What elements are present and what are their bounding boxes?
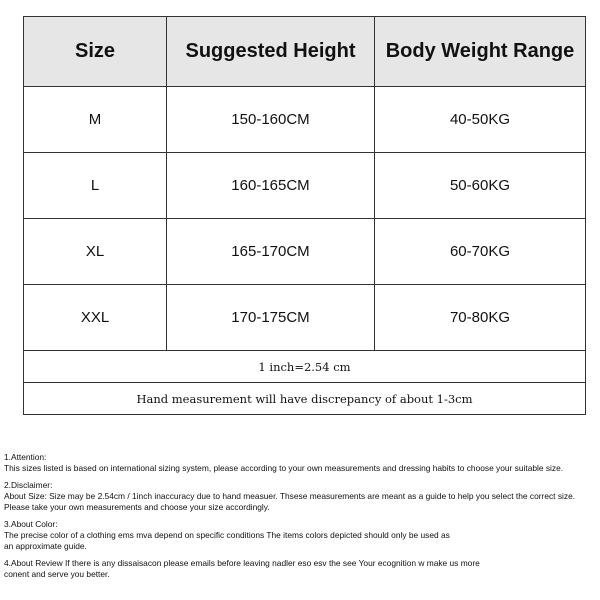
size-cell: XXL: [24, 285, 167, 351]
discrepancy-note-row: [24, 383, 586, 415]
note-line: This sizes listed is based on international sizing system, please according to your own measurements and dressing habits to choose your suitable size.: [4, 463, 564, 473]
table-row: [24, 219, 586, 285]
header-size: Size: [24, 17, 167, 87]
table-row: [24, 285, 586, 351]
notes-section: [4, 452, 598, 586]
note-line: About Size: Size may be 2.54cm / 1inch inaccuracy due to hand measuer. Thsese measurements are meant as a guide to help you select the correct size.: [4, 491, 576, 501]
weight-cell: 50-60KG: [375, 153, 586, 219]
note-about-color: [4, 519, 598, 552]
note-line: Please take your own measurements and choose your size accordingly.: [4, 502, 270, 512]
note-disclaimer: [4, 480, 598, 513]
header-body-weight-range: Body Weight Range: [375, 17, 586, 87]
header-suggested-height: Suggested Height: [167, 17, 375, 87]
discrepancy-note: Hand measurement will have discrepancy of about 1-3cm: [24, 383, 586, 415]
table-row: [24, 87, 586, 153]
table-row: [24, 153, 586, 219]
note-line: The precise color of a clothing ems mva depend on specific conditions The items colors depicted should only be used as: [4, 530, 450, 540]
note-heading: 1.Attention:: [4, 452, 47, 462]
size-cell: M: [24, 87, 167, 153]
size-chart-table: [23, 16, 586, 415]
weight-cell: 70-80KG: [375, 285, 586, 351]
note-heading: 3.About Color:: [4, 519, 58, 529]
conversion-note: 1 inch=2.54 cm: [24, 351, 586, 383]
size-cell: XL: [24, 219, 167, 285]
height-cell: 160-165CM: [167, 153, 375, 219]
conversion-note-row: [24, 351, 586, 383]
note-heading: 2.Disclaimer:: [4, 480, 53, 490]
note-line: an approximate guide.: [4, 541, 87, 551]
note-attention: [4, 452, 598, 474]
note-line: conent and serve you better.: [4, 569, 110, 579]
size-cell: L: [24, 153, 167, 219]
weight-cell: 40-50KG: [375, 87, 586, 153]
weight-cell: 60-70KG: [375, 219, 586, 285]
height-cell: 165-170CM: [167, 219, 375, 285]
note-about-review: [4, 558, 598, 580]
note-heading: 4.About Review If there is any dissaisacon please emails before leaving nadler eso esv the see Your ecognition w make us more: [4, 558, 480, 568]
height-cell: 150-160CM: [167, 87, 375, 153]
table-header-row: [24, 17, 586, 87]
height-cell: 170-175CM: [167, 285, 375, 351]
